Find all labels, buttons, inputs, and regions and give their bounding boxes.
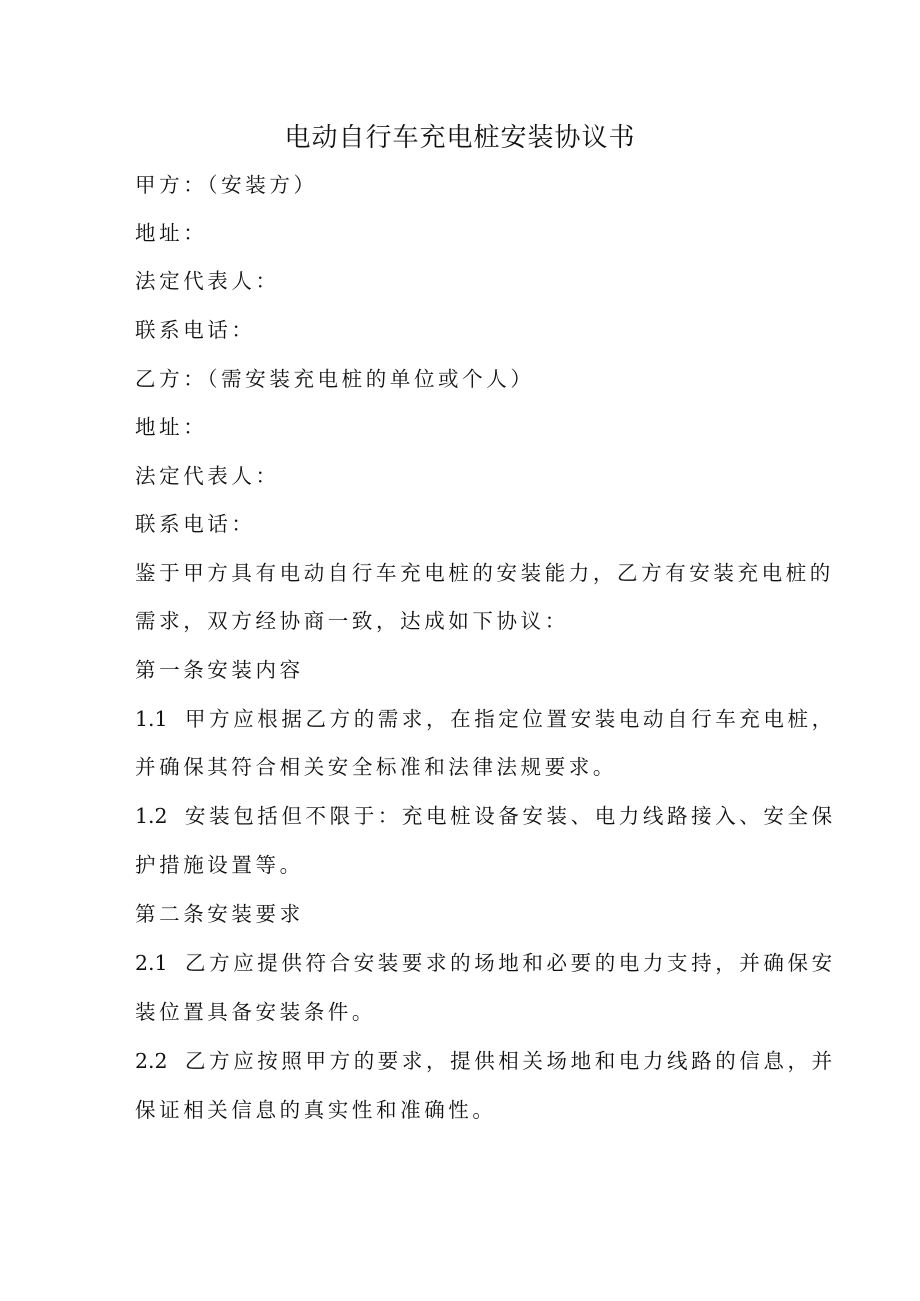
- clause-2-2-line-1: [135, 1044, 836, 1078]
- article-1-heading: 第一条安装内容: [135, 658, 304, 682]
- clause-2-2-text: 乙方应按照甲方的要求，提供相关场地和电力线路的信息，并: [185, 1049, 836, 1073]
- clause-2-1-text: 乙方应提供符合安装要求的场地和必要的电力支持，并确保安: [185, 951, 836, 975]
- clause-1-2-line-1: [135, 799, 836, 833]
- clause-2-2-number: 2.2: [135, 1049, 168, 1073]
- preamble-line-1: 鉴于甲方具有电动自行车充电桩的安装能力，乙方有安装充电桩的: [135, 561, 834, 585]
- document-title: 电动自行车充电桩安装协议书: [284, 123, 636, 153]
- party-a-phone: 联系电话：: [135, 318, 256, 342]
- clause-2-2-line-2: 保证相关信息的真实性和准确性。: [135, 1098, 497, 1122]
- party-a-address: 地址：: [135, 221, 208, 245]
- clause-2-1-line-1: [135, 946, 836, 980]
- clause-1-2-number: 1.2: [135, 804, 168, 828]
- clause-1-2-line-2: 护措施设置等。: [135, 853, 304, 877]
- party-b-label: 乙方：（需安装充电桩的单位或个人）: [135, 367, 535, 391]
- clause-1-1-line-1: [135, 702, 836, 736]
- party-b-address: 地址：: [135, 415, 208, 439]
- clause-2-1-line-2: 装位置具备安装条件。: [135, 1000, 376, 1024]
- article-2-heading: 第二条安装要求: [135, 902, 304, 926]
- clause-1-1-line-2: 并确保其符合相关安全标准和法律法规要求。: [135, 755, 617, 779]
- party-b-legal-rep: 法定代表人：: [135, 464, 280, 488]
- party-b-phone: 联系电话：: [135, 512, 256, 536]
- clause-1-2-text: 安装包括但不限于：充电桩设备安装、电力线路接入、安全保: [185, 804, 836, 828]
- clause-1-1-number: 1.1: [135, 707, 168, 731]
- preamble-line-2: 需求，双方经协商一致，达成如下协议：: [135, 609, 569, 633]
- clause-1-1-text: 甲方应根据乙方的需求，在指定位置安装电动自行车充电桩，: [185, 707, 836, 731]
- party-a-legal-rep: 法定代表人：: [135, 269, 280, 293]
- party-a-label: 甲方：（安装方）: [135, 173, 318, 197]
- clause-2-1-number: 2.1: [135, 951, 168, 975]
